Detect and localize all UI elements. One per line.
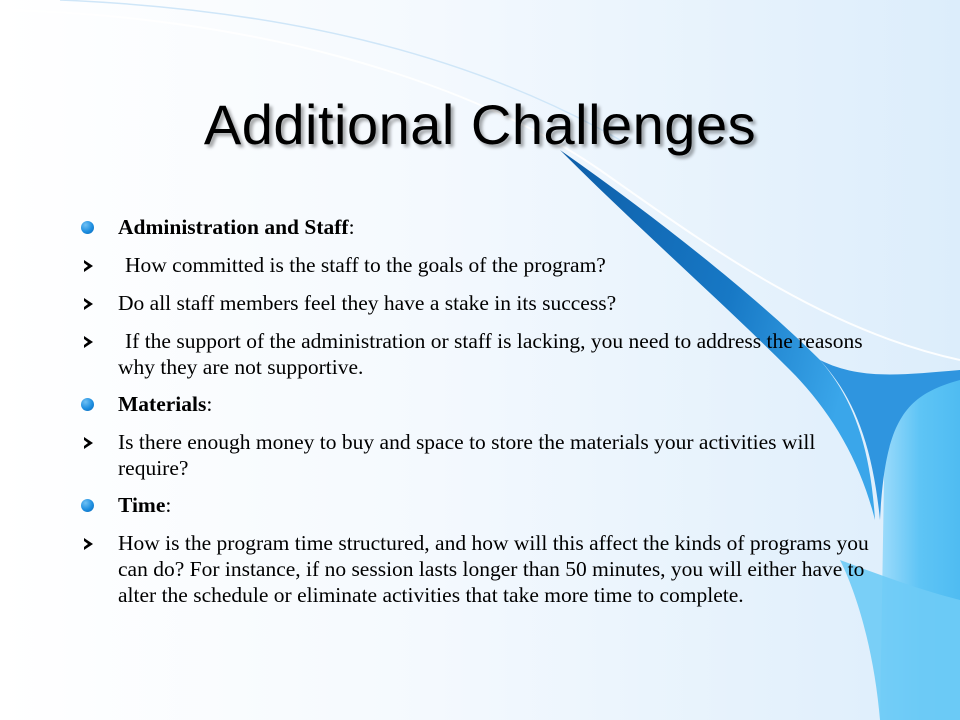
arrow-bullet-icon — [84, 298, 93, 310]
section-label: Time — [118, 493, 166, 517]
point-time-structure — [80, 530, 870, 608]
arrow-bullet-icon — [84, 437, 93, 449]
point-stake — [80, 290, 870, 316]
bullet-dot-icon — [81, 221, 94, 234]
bullet-dot-icon — [81, 398, 94, 411]
bullet-list — [80, 214, 870, 608]
point-committed — [80, 252, 870, 278]
point-text: How committed is the staff to the goals of the program? — [125, 253, 606, 277]
point-text: If the support of the administration or staff is lacking, you need to address the reasons why they are not supportive. — [118, 329, 863, 379]
point-text: How is the program time structured, and how will this affect the kinds of programs you can do? For instance, if no session lasts longer than 50 minutes, you will either have to alter the schedule or eliminate activities that take more time to complete. — [118, 531, 869, 607]
point-text: Is there enough money to buy and space to store the materials your activities will require? — [118, 430, 816, 480]
section-materials: Materials: — [80, 391, 870, 417]
point-support — [80, 328, 870, 380]
arrow-bullet-icon — [84, 336, 93, 348]
point-text: Do all staff members feel they have a stake in its success? — [118, 291, 617, 315]
section-label: Materials — [118, 392, 207, 416]
section-administration: Administration and Staff: — [80, 214, 870, 240]
point-money — [80, 429, 870, 481]
slide-title: Additional Challenges — [203, 93, 757, 156]
bullet-dot-icon — [81, 499, 94, 512]
arrow-bullet-icon — [84, 260, 93, 272]
section-label: Administration and Staff — [118, 215, 349, 239]
section-time: Time: — [80, 492, 870, 518]
arrow-bullet-icon — [84, 538, 93, 550]
